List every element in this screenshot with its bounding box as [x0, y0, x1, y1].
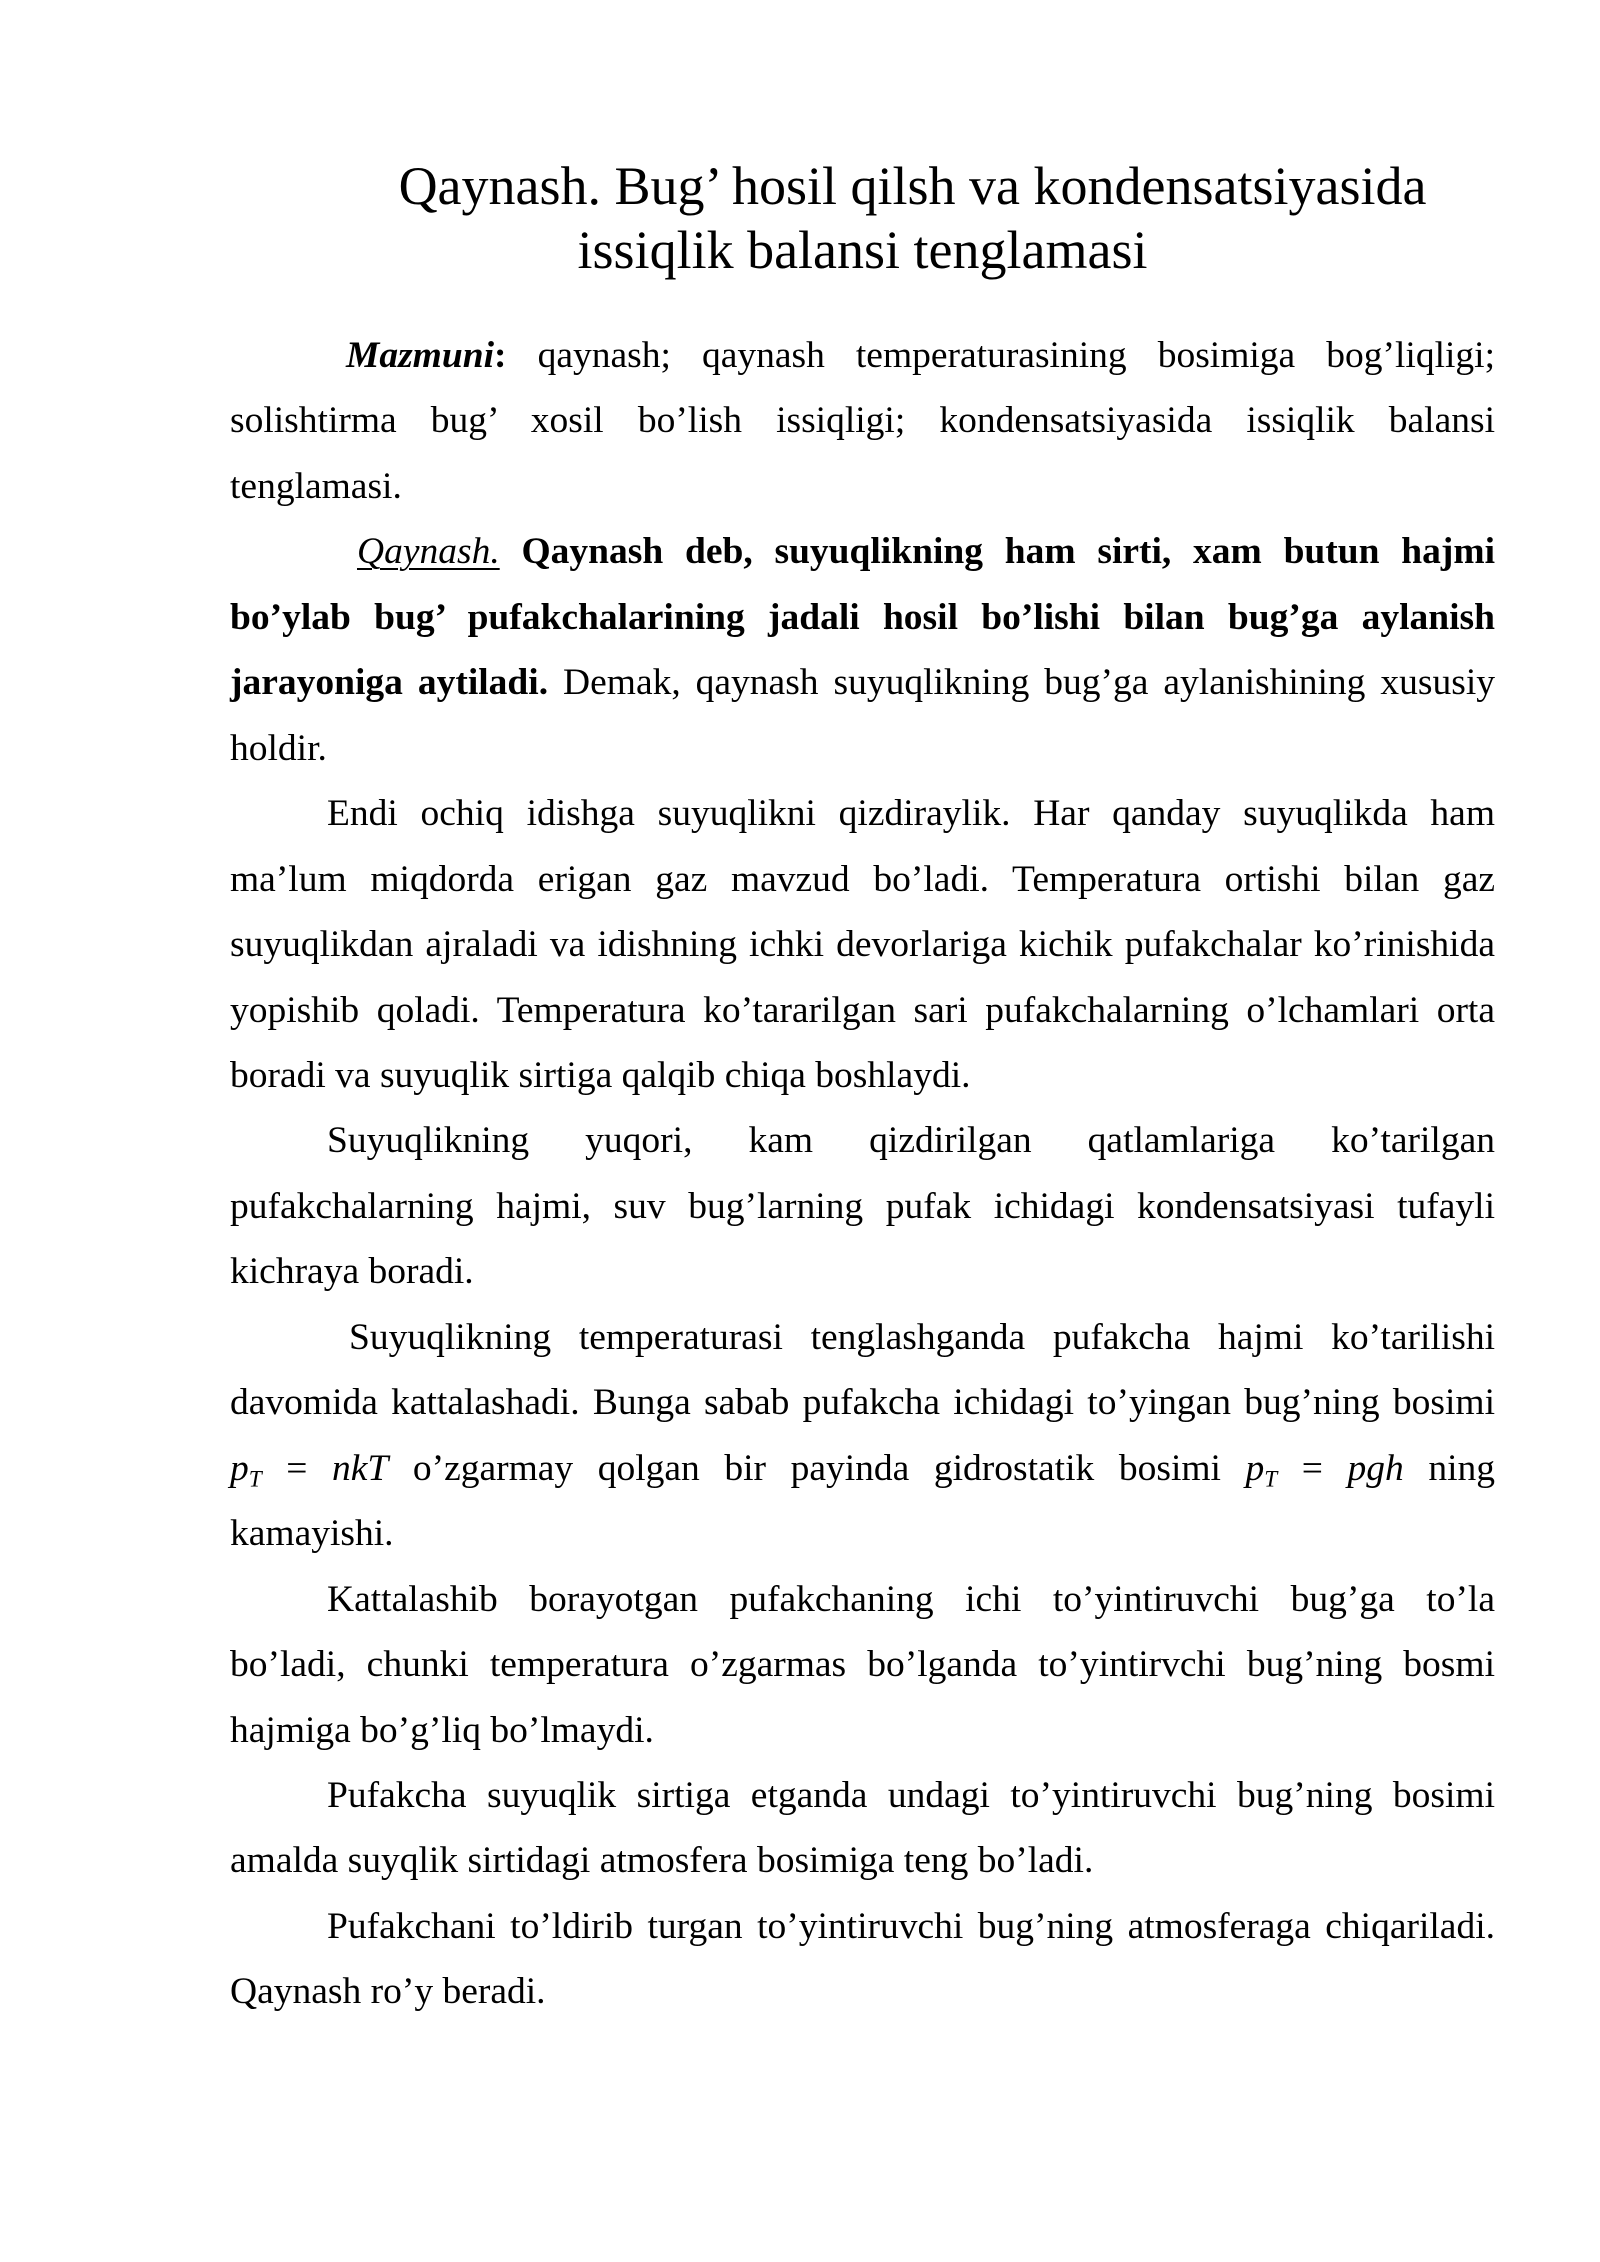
formula-2-operator: = [1301, 1447, 1323, 1489]
paragraph-line: Endi ochiq idishga suyuqlikni qizdiraylik. Har qanday suyuqlikda ham [327, 793, 1495, 835]
paragraph-line: suyuqlikdan ajraladi va idishning ichki devorlariga kichik pufakchalar ko’rinishida [230, 924, 1495, 966]
formula-1-operator: = [286, 1447, 308, 1489]
definition-line-2: bo’ylab bug’ pufakchalarining jadali hosil bo’lishi bilan bug’ga aylanish [230, 596, 1495, 638]
paragraph-line: davomida kattalashadi. Bunga sabab pufakcha ichidagi to’yingan bug’ning bosimi [230, 1382, 1495, 1424]
paragraph-line: Pufakchani to’ldirib turgan to’yintiruvchi bug’ning atmosferaga chiqariladi. [327, 1905, 1495, 1947]
summary-colon: : [494, 335, 507, 376]
formula-line-text: o’zgarmay qolgan bir payinda gidrostatik bosimi [412, 1447, 1221, 1489]
definition-bold-text-1: Qaynash deb, suyuqlikning ham sirti, xam butun hajmi [521, 531, 1496, 573]
summary-line-2: solishtirma bug’ xosil bo’lish issiqligi; kondensatsiyasida issiqlik balansi [230, 400, 1495, 442]
summary-paragraph [230, 323, 1495, 519]
definition-line-4: holdir. [230, 727, 327, 769]
paragraph-line: pufakchalarning hajmi, suv bug’larning pufak ichidagi kondensatsiyasi tufayli [230, 1185, 1495, 1227]
formula-1-expression: nkT [332, 1447, 389, 1489]
formula-2-expression: pgh [1347, 1447, 1404, 1489]
formula-1-variable: p [230, 1447, 249, 1489]
definition-term: Qaynash. [357, 531, 500, 573]
summary-label: Mazmuni [346, 335, 494, 376]
formula-line [230, 1436, 1495, 1501]
definition-text-1: Demak, qaynash suyuqlikning bug’ga aylanishining xususiy [563, 662, 1495, 704]
formula-line-tail: ning [1428, 1447, 1496, 1489]
formula-2-variable: p [1245, 1447, 1265, 1489]
title-line-2: issiqlik balansi tenglamasi [577, 220, 1148, 280]
paragraph-line: amalda suyqlik sirtidagi atmosfera bosimiga teng bo’ladi. [230, 1840, 1094, 1882]
paragraph-line: hajmiga bo’g’liq bo’lmaydi. [230, 1709, 654, 1751]
paragraph-line: bo’ladi, chunki temperatura o’zgarmas bo’lganda to’yintirvchi bug’ning bosmi [230, 1644, 1495, 1686]
paragraph-line: kichraya boradi. [230, 1251, 474, 1293]
page-title [230, 154, 1495, 282]
document-body [230, 323, 1495, 2025]
summary-line-1 [230, 323, 1495, 388]
definition-paragraph [230, 519, 1495, 781]
paragraph-saturated-vapor [230, 1567, 1495, 1763]
formula-2-subscript: T [1264, 1466, 1278, 1493]
paragraph-upper-layers [230, 1108, 1495, 1304]
definition-line-3 [230, 650, 1495, 715]
paragraph-line: Suyuqlikning yuqori, kam qizdirilgan qatlamlariga ko’tarilgan [327, 1120, 1495, 1162]
paragraph-line: kamayishi. [230, 1513, 394, 1555]
paragraph-line: ma’lum miqdorda erigan gaz mavzud bo’ladi. Temperatura ortishi bilan gaz [230, 858, 1495, 900]
paragraph-surface-pressure [230, 1763, 1495, 1894]
paragraph-line: boradi va suyuqlik sirtiga qalqib chiqa boshlaydi. [230, 1054, 971, 1096]
summary-line-3: tenglamasi. [230, 465, 402, 507]
formula-1-subscript: T [248, 1466, 262, 1493]
definition-bold-text-3: jarayoniga aytiladi. [230, 662, 549, 704]
paragraph-heating [230, 781, 1495, 1108]
paragraph-line: Pufakcha suyuqlik sirtiga etganda undagi to’yintiruvchi bug’ning bosimi [327, 1774, 1495, 1816]
paragraph-line: Qaynash ro’y beradi. [230, 1971, 546, 2013]
paragraph-line: Kattalashib borayotgan pufakchaning ichi to’yintiruvchi bug’ga to’la [327, 1578, 1495, 1620]
definition-line-1 [230, 519, 1495, 584]
paragraph-bubble-growth [230, 1305, 1495, 1567]
paragraph-boiling [230, 1894, 1495, 2025]
title-line-1: Qaynash. Bug’ hosil qilsh va kondensatsiyasida [398, 156, 1427, 216]
paragraph-line: Suyuqlikning temperaturasi tenglashganda pufakcha hajmi ko’tarilishi [349, 1316, 1495, 1358]
paragraph-line: yopishib qoladi. Temperatura ko’tararilgan sari pufakchalarning o’lchamlari orta [230, 989, 1495, 1031]
summary-text-1: qaynash; qaynash temperaturasining bosimiga bog’liqligi; [537, 335, 1496, 376]
